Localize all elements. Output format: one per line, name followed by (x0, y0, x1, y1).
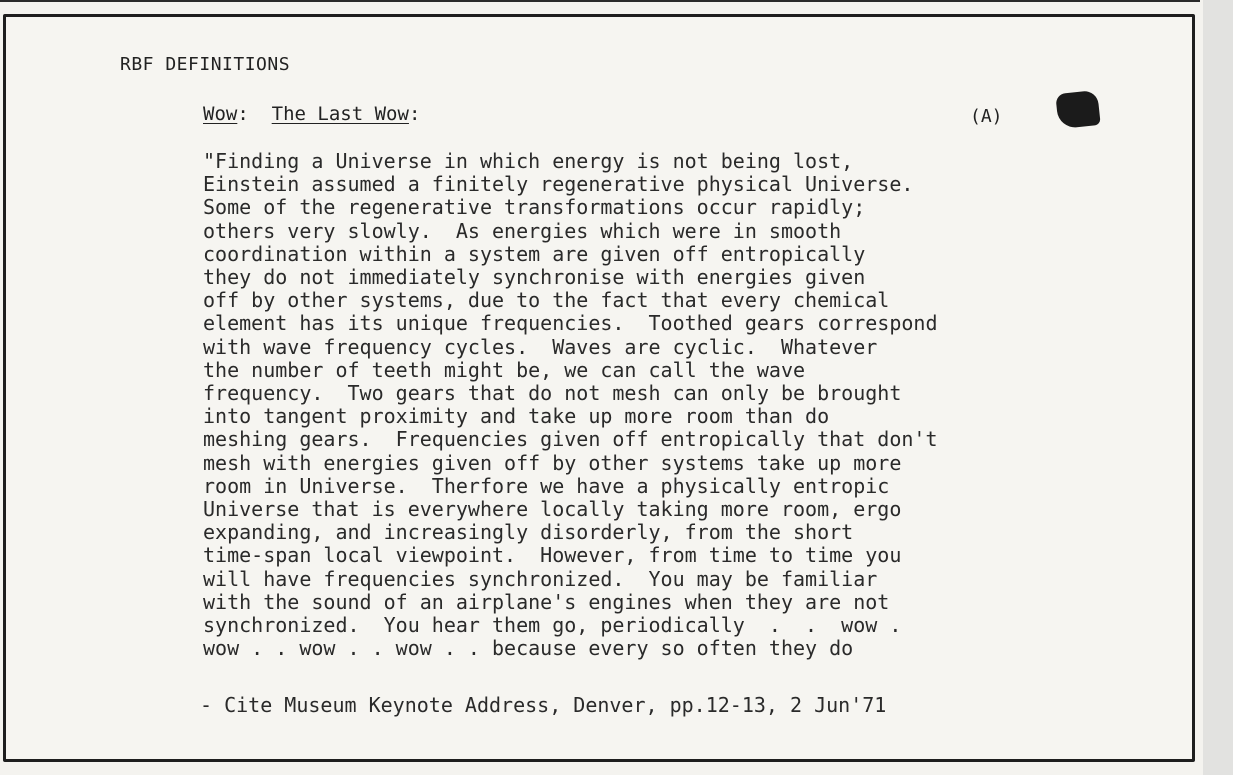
quote-line: with the sound of an airplane's engines when they are not (203, 589, 890, 614)
quote-body (203, 150, 1073, 660)
quote-line: they do not immediately synchronise with energies given (203, 265, 866, 290)
quote-line: the number of teeth might be, we can call the wave (203, 357, 806, 382)
quote-line: into tangent proximity and take up more room than do (203, 404, 830, 429)
quote-line: wow . . wow . . wow . . because every so often they do (203, 636, 854, 661)
quote-line: meshing gears. Frequencies given off entropically that don't (203, 427, 938, 452)
quote-line: with wave frequency cycles. Waves are cyclic. Whatever (203, 334, 878, 359)
top-border-line (0, 0, 1200, 2)
entry-term: Wow (203, 103, 238, 125)
quote-line: off by other systems, due to the fact that every chemical (203, 288, 890, 313)
quote-line: coordination within a system are given off entropically (203, 241, 866, 266)
quote-line: Some of the regenerative transformations occur rapidly; (203, 195, 866, 220)
entry-term-colon: : (237, 103, 249, 125)
entry-subtitle: The Last Wow (271, 103, 409, 125)
quote-line: room in Universe. Therfore we have a physically entropic (203, 473, 890, 498)
quote-line: element has its unique frequencies. Toothed gears correspond (203, 311, 938, 336)
quote-line: mesh with energies given off by other systems take up more (203, 450, 902, 475)
quote-line: expanding, and increasingly disorderly, from the short (203, 520, 854, 545)
entry-title (203, 103, 420, 125)
page-edge-strip (1203, 0, 1233, 775)
quote-line: others very slowly. As energies which were in smooth (203, 218, 842, 243)
entry-subtitle-colon: : (408, 103, 421, 125)
quote-line: Einstein assumed a finitely regenerative physical Universe. (203, 172, 914, 197)
quote-line: "Finding a Universe in which energy is not being lost, (203, 149, 854, 173)
quote-line: Universe that is everywhere locally taking more room, ergo (203, 497, 902, 522)
citation-line: - Cite Museum Keynote Address, Denver, pp.12-13, 2 Jun'71 (200, 693, 887, 717)
quote-line: time-span local viewpoint. However, from time to time you (203, 543, 902, 568)
entry-marker: (A) (970, 106, 1003, 127)
quote-line: synchronized. You hear them go, periodically . . wow . (203, 613, 902, 638)
quote-line: frequency. Two gears that do not mesh can only be brought (203, 381, 902, 406)
quote-line: will have frequencies synchronized. You may be familiar (203, 566, 878, 591)
page-heading: RBF DEFINITIONS (120, 54, 291, 75)
